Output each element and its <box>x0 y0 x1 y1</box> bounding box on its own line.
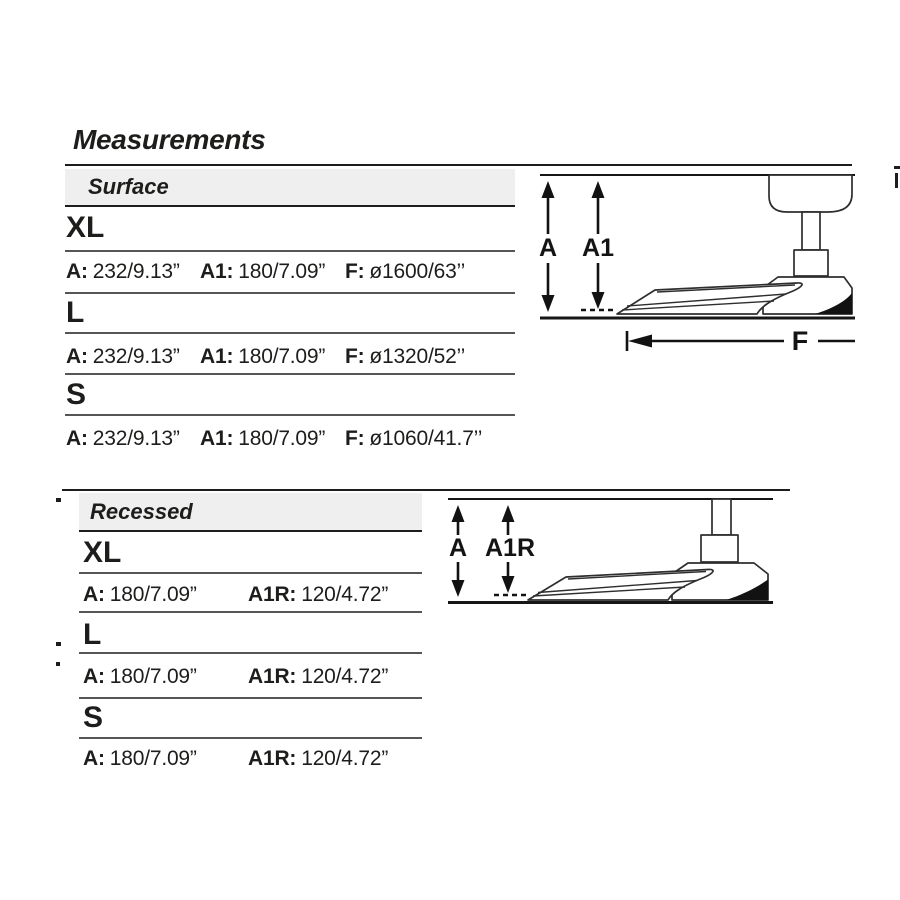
spec-label: A1: <box>200 427 234 450</box>
arrowhead-up-icon <box>542 181 555 198</box>
recessed-mount-diagram <box>440 483 800 613</box>
dim-label-a: A <box>448 534 468 562</box>
surface-header-band <box>65 169 515 205</box>
row-divider <box>79 652 422 654</box>
dim-label-a1: A1 <box>582 234 614 262</box>
spec-label: A1R: <box>248 747 297 770</box>
spec-label: F: <box>345 345 365 368</box>
arrowhead-up-icon <box>592 181 605 198</box>
recessed-size-xl: XL <box>83 536 122 569</box>
arrowhead-up-icon <box>452 505 465 522</box>
row-divider <box>65 292 515 294</box>
spec-value: 180/7.09” <box>109 583 197 606</box>
spec-label: A1R: <box>248 665 297 688</box>
spec-value: ø1600/63’’ <box>369 260 466 283</box>
row-divider <box>65 414 515 416</box>
row-divider <box>65 373 515 375</box>
spec-value: 232/9.13” <box>92 260 180 283</box>
spec-label: A1: <box>200 345 234 368</box>
dim-label-a: A <box>538 234 558 262</box>
spec-label: A: <box>83 665 105 688</box>
spec-value: 180/7.09” <box>238 260 326 283</box>
recessed-data-xl <box>83 582 433 608</box>
fan-downrod <box>712 499 731 535</box>
row-divider <box>79 611 422 613</box>
spec-label: A: <box>66 427 88 450</box>
fan-canopy <box>769 175 852 212</box>
arrowhead-left-icon <box>628 335 652 348</box>
surface-size-l: L <box>66 296 85 329</box>
arrowhead-down-icon <box>502 576 515 593</box>
spec-value: 232/9.13” <box>92 427 180 450</box>
surface-mount-diagram <box>528 164 900 364</box>
surface-header-rule <box>65 205 515 207</box>
clipped-mark <box>894 166 900 169</box>
clipped-mark <box>895 173 898 188</box>
dim-label-f: F <box>791 326 809 356</box>
recessed-header-label: Recessed <box>90 498 193 524</box>
clipped-mark <box>56 662 60 666</box>
surface-data-l <box>66 344 526 370</box>
arrowhead-down-icon <box>542 295 555 312</box>
row-divider <box>65 250 515 252</box>
spec-value: 180/7.09” <box>109 747 197 770</box>
spec-label: A: <box>83 747 105 770</box>
recessed-data-s <box>83 746 433 772</box>
clipped-mark <box>56 498 61 502</box>
spec-label: F: <box>345 260 365 283</box>
spec-label: A: <box>83 583 105 606</box>
recessed-data-l <box>83 664 433 690</box>
row-divider <box>79 737 422 739</box>
row-divider <box>65 332 515 334</box>
recessed-size-l: L <box>83 618 102 651</box>
clipped-mark <box>56 642 61 646</box>
spec-value: ø1320/52’’ <box>369 345 466 368</box>
surface-size-s: S <box>66 378 87 411</box>
surface-size-xl: XL <box>66 211 105 244</box>
fan-downrod <box>802 212 820 250</box>
recessed-header-rule <box>79 530 422 532</box>
spec-value: ø1060/41.7’’ <box>369 427 483 450</box>
fan-motor-housing <box>701 535 738 562</box>
spec-value: 180/7.09” <box>238 427 326 450</box>
arrowhead-down-icon <box>592 292 605 309</box>
spec-label: A: <box>66 345 88 368</box>
spec-label: A1: <box>200 260 234 283</box>
row-divider <box>79 697 422 699</box>
recessed-header-band <box>79 493 422 530</box>
fan-motor-housing <box>794 250 828 276</box>
page-title: Measurements <box>73 124 266 155</box>
spec-value: 120/4.72” <box>301 583 389 606</box>
recessed-size-s: S <box>83 701 104 734</box>
surface-header-label: Surface <box>88 174 169 199</box>
spec-value: 120/4.72” <box>301 665 389 688</box>
dim-label-a1r: A1R <box>484 534 536 562</box>
arrowhead-down-icon <box>452 580 465 597</box>
surface-data-xl <box>66 259 526 285</box>
spec-value: 180/7.09” <box>238 345 326 368</box>
spec-label: A1R: <box>248 583 297 606</box>
surface-data-s <box>66 426 526 452</box>
arrowhead-up-icon <box>502 505 515 522</box>
spec-label: A: <box>66 260 88 283</box>
spec-value: 232/9.13” <box>92 345 180 368</box>
spec-label: F: <box>345 427 365 450</box>
spec-value: 180/7.09” <box>109 665 197 688</box>
row-divider <box>79 572 422 574</box>
spec-value: 120/4.72” <box>301 747 389 770</box>
